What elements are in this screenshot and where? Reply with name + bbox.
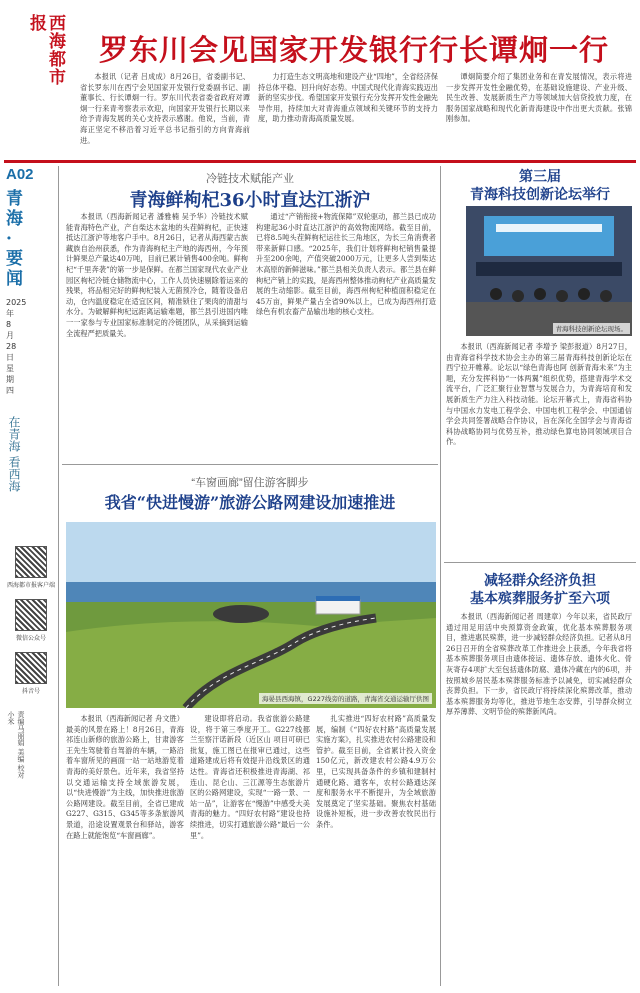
top-story-col1: 本报讯（记者 吕成成）8月26日，省委副书记、省长罗东川在西宁会见国家开发银行党委副书记、副董事长、行长谭炯一行。罗东川代表省委省政府对谭炯一行来青考察表示欢迎，向国家开发银行长期以来给予青海发展的关心支持表示感谢。他说，当前，青海正坚定不移沿着习近平总书记指引的方向青海前进。 (80, 72, 250, 145)
goji-kicker: 冷链技术赋能产业 (206, 173, 294, 185)
section-divider (4, 160, 636, 163)
top-story-headline[interactable]: 罗东川会见国家开发银行行长谭炯一行 (98, 33, 609, 67)
goji-headline[interactable]: 青海鲜枸杞36小时直达江浙沪 (129, 190, 371, 211)
top-story-col2: 力打造生态文明高地和建设产业“四地”，全省经济保持总体平稳、回升向好态势。中国式现代化青海实践迈出新的坚实步伐。希望国家开发银行充分发挥开发性金融先导作用，持续加大对青海重点领域和关键环节的支持力度，助力推动青海高质量发展。 (258, 72, 438, 124)
goji-col2: 通过“产销衔接+物流保障”双轮驱动，都兰县已成功构建起36小时直达江浙沪的高效物流网络。截至目前，已将8.5吨头茬鲜枸杞运往长三角地区，为长三角消费者带来新鲜口感。“2025年，我们计划将鲜枸杞销售量提升至200余吨，产值突破2000万元，让更多人尝到柴达木高原的新鲜滋味。”都兰县相关负责人表示。都兰县在鲜枸杞产销上的实践，是海西州整体推动枸杞产业高质量发展的生动缩影。截至目前，海西州枸杞种植面积稳定在45万亩，鲜果产量占全省90%以上，已成为海西州打造绿色有机农畜产品输出地的核心支柱。 (256, 212, 436, 317)
burden-headline-line2[interactable]: 基本殡葬服务扩至六项 (470, 591, 610, 607)
page-number: A02 (6, 166, 34, 183)
page-sidebar (6, 166, 56, 781)
masthead-logo: 西海都市报 (26, 14, 65, 86)
qr-label: 抖音号 (21, 688, 40, 695)
editor-credits: 责编马丽娟 美编 校对小米 (7, 711, 25, 779)
qr-code-douyin-icon[interactable] (15, 652, 47, 684)
forum-headline-top: 第三届 (519, 169, 561, 185)
road-col2: 建设即将启动。我省旅游公路建设，将于第三季度开工。G227线都兰至察汗诺新段（近区山 项目可研已批复，施工图已在报审已通过，这些道路建成后将有效提升沿线景区的通达性。青海省还积极推进青海湖、祁连山、昆仑山、三江源等生态旅游片区的公路网建设，实现“一路一景、一站一品”，让游客在“慢游”中感受大美青海的魅力。“四好农村路”建设也持续推进，切实打通旅游公路“最后一公里”。 (190, 714, 310, 840)
road-kicker: “车窗画廊”留住游客脚步 (191, 477, 309, 489)
forum-body: 本报讯（西海新闻记者 李增予 梁彭报道）8月27日，由青海省科学技术协会主办的第三届青海科技创新论坛在西宁拉开帷幕。论坛以“绿色青海也阿 创新青海未来”为主题，充分发挥科协“一体两翼”组织优势，搭建青海学术交流平台，广泛汇聚行业智慧与发展合力，为青海培育和发展新质生产力注入科技动能。论坛开幕式上，青海省科协与中国水力发电工程学会、中国电机工程学会、中国通信学会共同签署战略合作协议，旨在深化全国学会与青海省科协战略协同与优势互补，推动绿色算电协同领域项目合作。 (446, 342, 632, 447)
forum-photo[interactable] (466, 206, 632, 336)
story-divider (444, 562, 636, 563)
qr-label: 微信公众号 (15, 635, 46, 642)
forum-photo-caption: 青海科技创新论坛现场。 (553, 323, 631, 334)
sidebar-divider (58, 166, 59, 986)
goji-col1: 本报讯（西海新闻记者 潘雅楠 吴予华）冷链技术赋能青海特色产业，产自柴达木盆地的头茬鲜枸杞，正快速抵达江浙沪等地客户手中。8月26日，记者从海西蒙古族藏族自治州获悉，作为青海枸杞主产地的海西州，今年预计鲜果总产量达40万吨，目前已累计销售400余吨。鲜枸杞“千里奔袭”的第一步是保鲜。在都兰国家现代农业产业园区枸杞冷链仓储物流中心，工作人员快速剔除着运来的残果，将品相完好的鲜枸杞装入无菌预冷仓，随着设备启动，仓内温度稳定在适宜区间，精准锁住了果肉的清甜与水分。为破解鲜枸杞远距离运输难题，都兰县引进国内唯一一家参与专业国家标准制定的冷链团队，从采摘到运输全流程严把质量关。 (66, 212, 248, 338)
road-col1: 本报讯（西海新闻记者 舟文胜）最美的风景在路上！8月26日，青海祁连山新修的旅游公路上，甘肃游客王先生驾驶着自驾游的车辆，一路沿着车窗所见的画面一站一站地游览着青海的美好景色。近年来，我省坚持以交通运输支持全域旅游发展，以“快进慢游”为主线，加快推进旅游公路网建设。截至目前，全省已建成G227、G315、G345等多条旅游风景道，沿途设置观景台和驿站，游客在路上就能饱览“车窗画廊”。 (66, 714, 184, 840)
road-col3: 扎实推进“四好农村路”高质量发展，编制《“四好农村路”高质量发展实施方案》，扎实推进农村公路建设和管护。截至目前，全省累计投入资金150亿元，新改建农村公路4.9万公里，已实现具备条件的乡镇和建制村通硬化路、通客车，农村公路通达深度和服务水平不断提升，为全域旅游发展奠定了坚实基础。聚焦农村基础设施补短板，进一步改善农牧民出行条件。 (316, 714, 436, 829)
burden-headline-line1[interactable]: 减轻群众经济负担 (484, 573, 596, 589)
qr-code-app-icon[interactable] (15, 546, 47, 578)
right-column-divider (440, 166, 441, 986)
column-name: 青海·要闻 (6, 189, 23, 289)
slogan: 在青海 看西海 (7, 416, 21, 492)
road-photo-caption: 海晏县西海镇，G227线旁的道路，青海省交通运输厅供图 (259, 693, 432, 704)
issue-date: 2025年8月28日星期四 (6, 298, 27, 395)
story-divider (62, 464, 438, 465)
qr-code-wechat-icon[interactable] (15, 599, 47, 631)
burden-body: 本报讯（西海新闻记者 周建章）今年以来，省民政厅通过用足用活中央预算资金政策，优化基本殡葬服务项目，推进惠民殡葬，进一步减轻群众经济负担。记者从8月26日召开的全省殡葬改革工作推进会上获悉，今年我省将基本殡葬服务项目由遗体接运、遗体存放、遗体火化、骨灰寄存4项扩大至包括遗体防腐、遗体冷藏在内的6项，并按照城乡居民基本殡葬服务标准予以减免，切实减轻群众丧葬负担。下一步，省民政厅将持续深化殡葬改革，推动基本殡葬服务均等化，推进节地生态安葬，引导群众树立厚养薄葬、文明节俭的殡葬新风尚。 (446, 612, 632, 717)
road-photo[interactable] (66, 522, 436, 708)
road-headline[interactable]: 我省“快进慢游”旅游公路网建设加速推进 (104, 493, 396, 512)
road-photo-illustration (66, 522, 436, 708)
qr-label: 西海都市报客户端 (6, 582, 55, 589)
top-story-col3: 谭炯简要介绍了集团业务和在青发展情况，表示将进一步发挥开发性金融优势，在基础设施建设、产业升级、民生改善、发展新质生产力等领域加大信贷投放力度，在服务国家战略和现代化新青海建设中作出更大贡献。张锦刚参加。 (446, 72, 632, 124)
forum-photo-illustration (466, 206, 632, 336)
forum-headline[interactable]: 青海科技创新论坛举行 (470, 187, 610, 203)
